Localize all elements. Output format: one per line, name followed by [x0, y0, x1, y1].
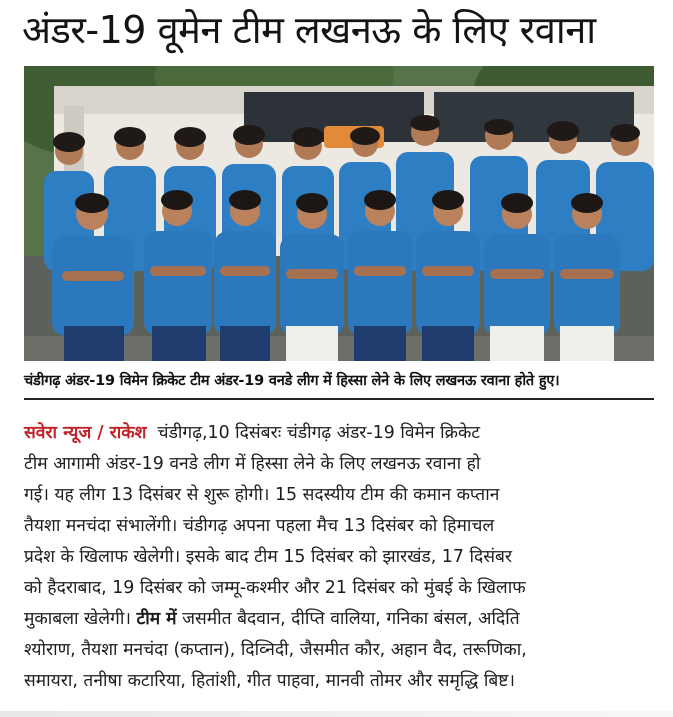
article-text: मुकाबला खेलेगी।	[24, 609, 131, 629]
photo-caption: चंडीगढ़ अंडर-19 विमेन क्रिकेट टीम अंडर-19 वनडे लीग में हिस्सा लेने के लिए लखनऊ रवाना होते हुए।	[24, 373, 560, 389]
article-line-6: को हैदराबाद, 19 दिसंबर को जम्मू-कश्मीर और 21 दिसंबर को मुंबई के खिलाफ	[24, 578, 526, 598]
article-text: चंडीगढ़,10 दिसंबरः चंडीगढ़ अंडर-19 विमेन क्रिकेट	[157, 423, 481, 443]
article-line-4: तैयशा मनचंदा संभालेंगी। चंडीगढ़ अपना पहला मैच 13 दिसंबर को हिमाचल	[24, 516, 495, 536]
article-line-8: श्योराण, तैयशा मनचंदा (कप्तान), दिव्निदी, जैसमीत कौर, अहान वैद, तरूणिका,	[24, 640, 527, 660]
article-line-2: टीम आगामी अंडर-19 वनडे लीग में हिस्सा लेने के लिए लखनऊ रवाना हो	[24, 454, 481, 474]
article-body	[24, 418, 654, 697]
article-text: जसमीत बैदवान, दीप्ति वालिया, गनिका बंसल, अदिति	[182, 609, 520, 629]
team-photo	[24, 66, 654, 361]
caption-divider	[24, 398, 654, 400]
article-line-3: गई। यह लीग 13 दिसंबर से शुरू होगी। 15 सदस्यीय टीम की कमान कप्तान	[24, 485, 500, 505]
team-label: टीम में	[136, 609, 177, 629]
byline: सवेरा न्यूज / राकेश	[24, 423, 147, 443]
article-line-9: समायरा, तनीषा कटारिया, हितांशी, गीत पाहवा, मानवी तोमर और समृद्धि बिष्ट।	[24, 671, 515, 691]
page-edge	[0, 711, 673, 717]
article-line-1	[24, 418, 654, 449]
article-line-7	[24, 604, 654, 635]
headline: अंडर-19 वूमेन टीम लखनऊ के लिए रवाना	[22, 8, 596, 52]
article-line-5: प्रदेश के खिलाफ खेलेगी। इसके बाद टीम 15 दिसंबर को झारखंड, 17 दिसंबर	[24, 547, 512, 567]
team-photo-illustration	[24, 66, 654, 361]
